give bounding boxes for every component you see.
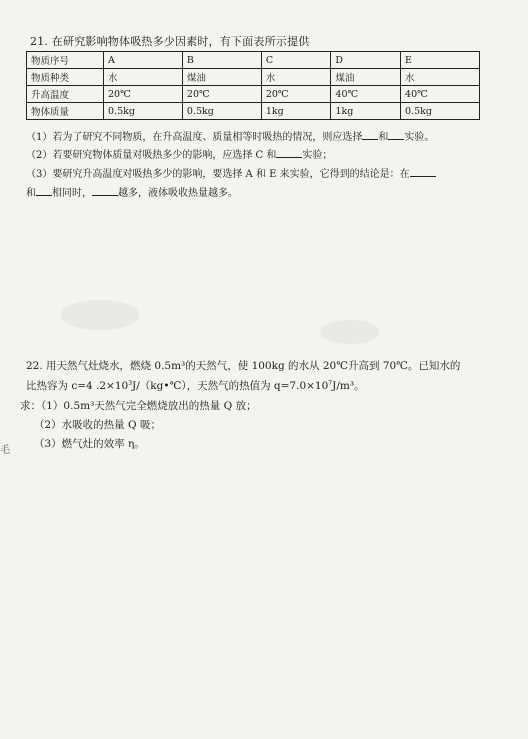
part-3-text: （3）要研究升高温度对吸热多少的影响，要选择 A 和 E 来实验，它得到的结论是：在	[26, 169, 410, 180]
table-cell: 20℃	[261, 86, 331, 103]
margin-mark: 毛	[0, 445, 10, 456]
answer-blank[interactable]	[92, 186, 118, 196]
question-21-part-3-cont	[26, 184, 238, 199]
table-cell: D	[331, 52, 401, 69]
part-2-end: 实验；	[302, 150, 333, 161]
specific-heat-text: 比热容为 c=4 .2×10	[26, 380, 129, 392]
table-cell: A	[104, 52, 183, 69]
table-cell: 1kg	[261, 103, 331, 120]
question-22-line-1: 22. 用天然气灶烧水，燃烧 0.5m³的天然气，使 100kg 的水从 20℃升高到 70℃。已知水的	[26, 360, 461, 372]
answer-blank[interactable]	[362, 130, 378, 140]
paper-smudge	[60, 300, 140, 330]
table-row	[27, 86, 480, 103]
table-cell: 升高温度	[27, 86, 104, 103]
table-cell: 0.5kg	[104, 103, 183, 120]
part-1-and: 和	[378, 132, 389, 143]
part-1-text: （1）若为了研究不同物质，在升高温度、质量相等时吸热的情况，则应选择	[26, 132, 363, 143]
answer-blank[interactable]	[388, 130, 404, 140]
part-3-same: 相同时，	[52, 188, 92, 199]
table-cell: 20℃	[182, 86, 261, 103]
table-cell: 水	[261, 69, 331, 86]
table-cell: 0.5kg	[182, 103, 261, 120]
table-row	[27, 103, 480, 120]
table-cell: 0.5kg	[401, 103, 480, 120]
question-21-title: 21. 在研究影响物体吸热多少因素时，有下面表所示提供	[30, 35, 310, 48]
question-21-part-3	[26, 165, 436, 180]
question-22-line-2	[26, 378, 365, 393]
question-22-line-5: （3）燃气灶的效率 η。	[34, 438, 145, 450]
table-cell: 物质序号	[27, 52, 104, 69]
part-3-end: 越多，液体吸收热量越多。	[118, 188, 238, 199]
table-row	[27, 69, 480, 86]
table-cell: 40℃	[331, 86, 401, 103]
table-cell: C	[261, 52, 331, 69]
table-cell: 煤油	[331, 69, 401, 86]
table-cell: 物质种类	[27, 69, 104, 86]
exponent: 3	[128, 380, 133, 387]
table-cell: B	[182, 52, 261, 69]
question-21-part-1	[26, 128, 434, 143]
table-cell: 煤油	[182, 69, 261, 86]
answer-blank[interactable]	[36, 186, 52, 196]
table-cell: 20℃	[104, 86, 183, 103]
answer-blank[interactable]	[410, 167, 436, 177]
question-22-line-3: 求：（1）0.5m³天然气完全燃烧放出的热量 Q 放；	[20, 400, 257, 412]
paper-smudge	[320, 320, 380, 344]
answer-blank[interactable]	[276, 148, 302, 158]
unit-text: J/m³。	[332, 380, 365, 392]
part-3-and: 和	[26, 188, 36, 199]
question-21-part-2	[26, 146, 332, 161]
table-cell: E	[401, 52, 480, 69]
table-cell: 1kg	[331, 103, 401, 120]
part-1-end: 实验。	[404, 132, 435, 143]
heat-value-text: J/（kg•℃），天然气的热值为 q=7.0×10	[132, 380, 329, 392]
table-cell: 物体质量	[27, 103, 104, 120]
part-2-text: （2）若要研究物体质量对吸热多少的影响，应选择 C 和	[26, 150, 277, 161]
exponent: 7	[328, 380, 333, 387]
question-21-table	[26, 51, 480, 120]
question-22-line-4: （2）水吸收的热量 Q 吸；	[34, 419, 161, 431]
table-cell: 水	[401, 69, 480, 86]
table-cell: 40℃	[401, 86, 480, 103]
table-row	[27, 52, 480, 69]
table-cell: 水	[104, 69, 183, 86]
